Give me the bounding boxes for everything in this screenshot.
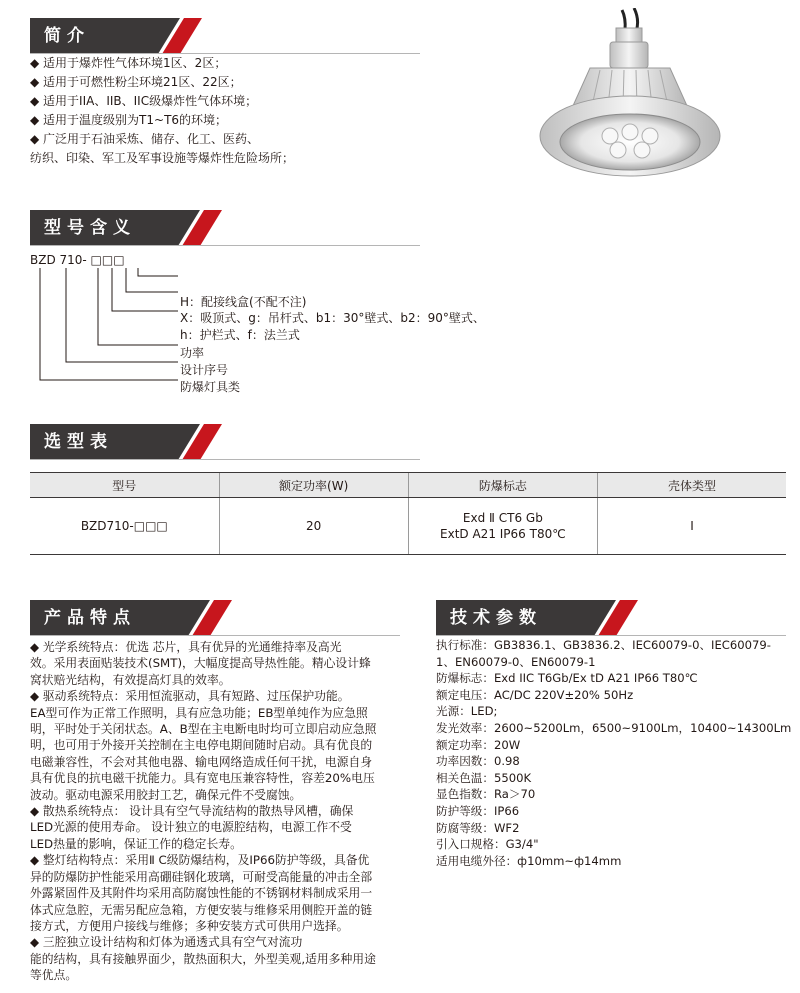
features-line: 能的结构，具有接触界面少，散热面积大，外型美观,适用多种用途: [30, 951, 376, 966]
intro-line: 纺织、印染、军工及军事设施等爆炸性危险场所；: [30, 151, 295, 165]
tech-line: 额定电压：AC/DC 220V±20% 50Hz: [436, 687, 634, 702]
features-line: ◆ 三腔独立设计结构和灯体为通透式具有空气对流功: [30, 935, 303, 950]
intro-line: ◆ 适用于IIA、IIB、IIC级爆炸性气体环境；: [30, 94, 258, 108]
features-line: ◆ 驱动系统特点：采用恒流驱动，具有短路、过压保护功能。: [30, 689, 350, 704]
model-title: 型号含义: [44, 218, 136, 238]
model-banner: [30, 210, 220, 246]
cell-mark-line2: ExtD A21 IP66 T80℃: [440, 527, 566, 541]
features-line: 等优点。: [30, 968, 78, 983]
selection-rule: [30, 459, 420, 460]
features-line: 体式应急腔，无需另配应急箱，方便安装与维修采用侧腔开盖的链: [30, 902, 373, 917]
col-mark: 防爆标志: [408, 473, 597, 498]
col-model: 型号: [30, 473, 219, 498]
tech-line: 防腐等级：WF2: [436, 820, 520, 835]
features-banner: [30, 600, 230, 636]
selection-title: 选型表: [44, 432, 113, 452]
features-line: ◆ 散热系统特点： 设计具有空气导流结构的散热导风槽，确保: [30, 804, 354, 819]
features-line: 明，也可用于外接开关控制在主电停电期间随时启动。具有优良的: [30, 738, 373, 753]
features-line: 明，平时处于关闭状态。A、B型在主电断电时均可立即启动应急照: [30, 722, 377, 737]
selection-table: [30, 472, 786, 555]
selection-banner: [30, 424, 220, 460]
model-legend-x: X：吸顶式、g：吊杆式、b1：30°壁式、b2：90°壁式、: [180, 311, 485, 325]
features-line: 波动。驱动电源采用胶封工艺，确保元件不受腐蚀。: [30, 787, 302, 802]
features-line: 电磁兼容性，不会对其他电器、输电网络造成任何干扰，电源自身: [30, 754, 373, 769]
intro-title: 简介: [44, 26, 90, 46]
features-line: 窝状赔光结构，有效提高灯具的效率。: [30, 672, 231, 687]
tech-line: 光源：LED;: [436, 704, 498, 719]
intro-line: ◆ 适用于可燃性粉尘环境21区、22区；: [30, 75, 242, 89]
model-legend-design: 设计序号: [180, 363, 229, 377]
cell-model: BZD710-□□□: [30, 498, 219, 555]
table-row: [30, 498, 786, 555]
features-line: 异的防爆防护性能采用高硼硅钢化玻璃，可耐受高能量的冲击全部: [30, 869, 373, 884]
model-legend-h: H：配接线盒(不配不注): [180, 295, 307, 309]
lamp-photo: [530, 8, 730, 183]
tech-line: 额定功率：20W: [436, 737, 521, 752]
model-code: BZD 710- □□□: [30, 253, 125, 267]
tech-line: 发光效率：2600~5200Lm，6500~9100Lm，10400~14300Lm: [436, 720, 792, 735]
tech-line: 防爆标志：Exd IIC T6Gb/Ex tD A21 IP66 T80℃: [436, 671, 698, 686]
intro-line: ◆ 广泛用于石油采炼、储存、化工、医药、: [30, 132, 260, 146]
tech-line: 显色指数：Ra＞70: [436, 787, 536, 802]
table-header-row: [30, 473, 786, 498]
features-line: ◆ 光学系统特点：优选 芯片，具有优异的光通维持率及高光: [30, 640, 342, 654]
features-line: 具有优良的抗电磁干扰能力。具有宽电压兼容特性，容差20%电压: [30, 771, 375, 786]
model-legend-class: 防爆灯具类: [180, 380, 241, 394]
tech-rule: [436, 635, 786, 636]
tech-line: 功率因数：0.98: [436, 754, 520, 769]
tech-line: 执行标准：GB3836.1、GB3836.2、IEC60079-0、IEC60079-: [436, 638, 771, 652]
tech-title: 技术参数: [450, 608, 542, 628]
model-rule: [30, 245, 420, 246]
col-shell: 壳体类型: [598, 473, 786, 498]
cell-mark-line1: Exd Ⅱ CT6 Gb: [462, 511, 543, 525]
features-line: 接方式，方便用户接线与维修；多种安装方式可供用户选择。: [30, 918, 349, 933]
features-line: 效。采用表面贴装技术(SMT)，大幅度提高导热性能。精心设计蜂: [30, 656, 371, 671]
tech-line: 引入口规格：G3/4": [436, 837, 539, 852]
intro-text: [30, 54, 294, 168]
features-line: LED光源的使用寿命。 设计独立的电源腔结构，电源工作不受: [30, 820, 352, 835]
tech-banner: [436, 600, 636, 636]
cell-power: 20: [219, 498, 408, 555]
tech-text: [436, 637, 791, 869]
intro-line: ◆ 适用于爆炸性气体环境1区、2区；: [30, 56, 227, 70]
intro-banner: [30, 18, 200, 54]
features-line: 外露紧固件及其附件均采用高防腐蚀性能的不锈钢材料制成采用一: [30, 886, 373, 901]
cell-mark: [408, 498, 597, 555]
tech-line: 相关色温：5500K: [436, 770, 532, 785]
cell-shell: Ⅰ: [598, 498, 786, 555]
col-power: 额定功率(W): [219, 473, 408, 498]
model-bracket-lines: [30, 268, 190, 388]
model-legend-hf: h：护栏式、f：法兰式: [180, 328, 300, 342]
model-legend-power: 功率: [180, 346, 205, 360]
tech-line: 防护等级：IP66: [436, 803, 520, 818]
tech-line: 适用电缆外径：ф10mm~ф14mm: [436, 853, 622, 868]
features-rule: [30, 635, 400, 636]
features-line: LED热量的影响，保证工作的稳定长寿。: [30, 836, 242, 851]
intro-line: ◆ 适用于温度级别为T1~T6的环境；: [30, 113, 228, 127]
features-line: EA型可作为正常工作照明，具有应急功能；EB型单纯作为应急照: [30, 705, 368, 720]
features-line: ◆ 整灯结构特点：采用Ⅱ C级防爆结构，及IP66防护等级，具备优: [30, 853, 370, 868]
tech-line: 1、EN60079-0、EN60079-1: [436, 654, 596, 669]
features-text: [30, 639, 376, 984]
features-title: 产品特点: [44, 608, 136, 628]
